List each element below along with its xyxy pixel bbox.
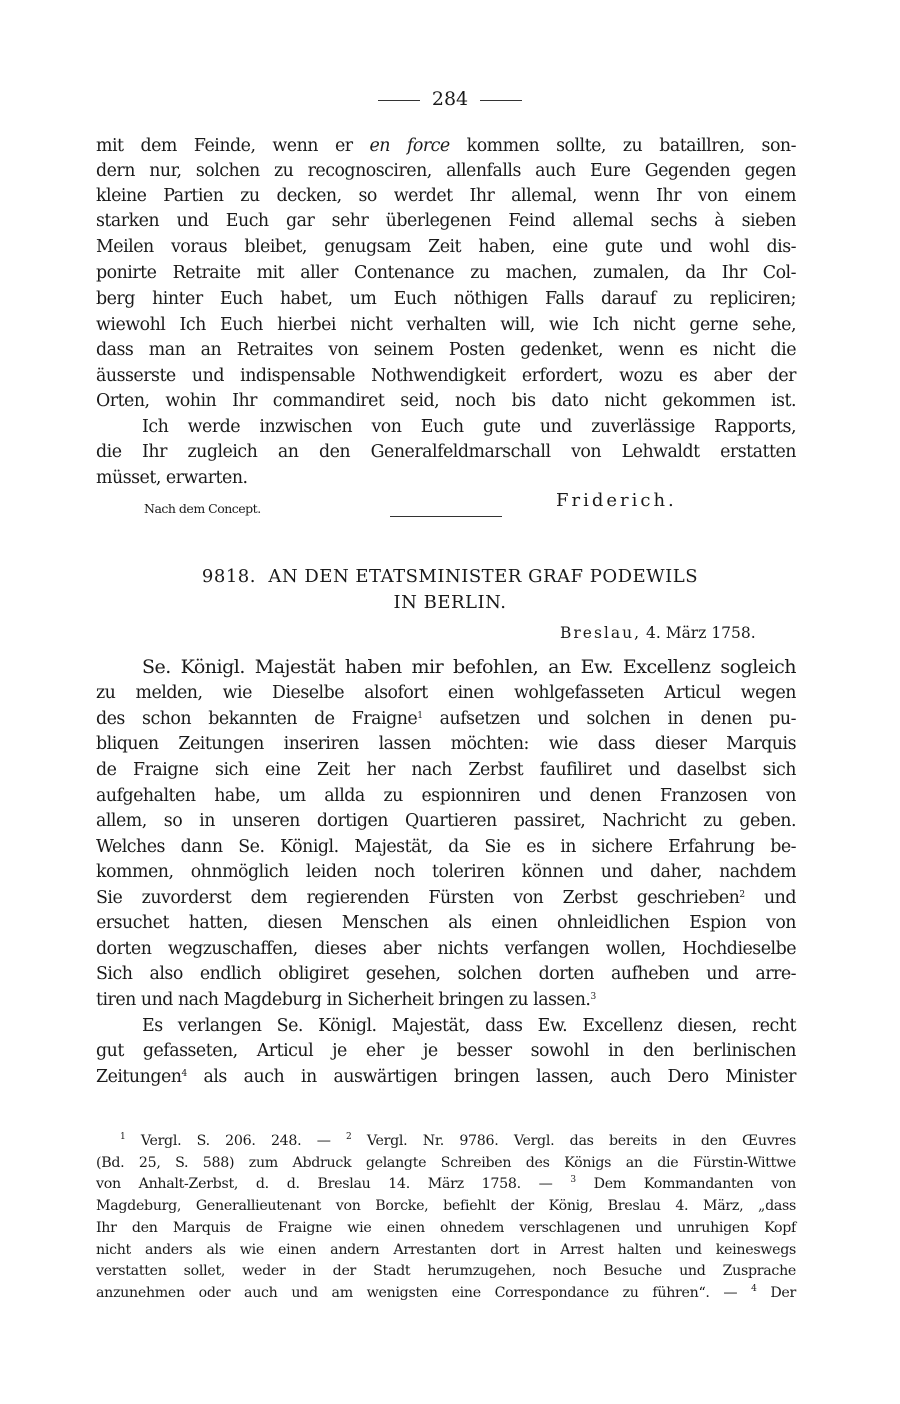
page-number-dash-left bbox=[378, 100, 420, 101]
text-line: wiewohl Ich Euch hierbei nicht verhalten will, wie Ich nicht gerne sehe, bbox=[96, 315, 796, 335]
footnote-line: Ihr den Marquis de Fraigne wie einen ohnedem verschlagenen und unruhigen Kopf bbox=[96, 1220, 796, 1236]
text-line: aufgehalten habe, um allda zu espionniren und denen Franzosen von bbox=[96, 786, 796, 806]
footnote-line: (Bd. 25, S. 588) zum Abdruck gelangte Schreiben des Königs an die Fürstin-Wittwe bbox=[96, 1155, 796, 1171]
letter-heading-line2: IN BERLIN. bbox=[393, 592, 507, 613]
text-line: dass man an Retraites von seinem Posten gedenket, wenn es nicht die bbox=[96, 340, 796, 360]
text-line: de Fraigne sich eine Zeit her nach Zerbst faufiliret und daselbst sich bbox=[96, 760, 796, 780]
text-line: Ich werde inzwischen von Euch gute und zuverlässige Rapports, bbox=[142, 417, 796, 437]
text-line: müsset, erwarten. bbox=[96, 468, 248, 488]
footnote-ref: 2 bbox=[739, 890, 745, 900]
text-line: Meilen voraus bleibet, genugsam Zeit haben, eine gute und wohl dis- bbox=[96, 237, 796, 257]
footnote-ref: 3 bbox=[590, 992, 596, 1002]
text-line: des schon bekannten de Fraigne$^1$ aufsetzen und solchen in denen pu- bbox=[96, 709, 796, 729]
letter-place: Breslau, bbox=[560, 624, 642, 642]
text-line: tiren und nach Magdeburg in Sicherheit bringen zu lassen.$^3$ bbox=[96, 990, 596, 1010]
footnote-ref: 1 bbox=[417, 711, 423, 721]
letter-place-date bbox=[560, 624, 756, 642]
letter-date: 4. März 1758. bbox=[645, 624, 756, 642]
page-number-text: 284 bbox=[431, 88, 469, 110]
page-number bbox=[0, 88, 900, 110]
text-line: Zeitungen$^4$ als auch in auswärtigen bringen lassen, auch Dero Minister bbox=[96, 1067, 796, 1087]
text-line: berg hinter Euch habet, um Euch nöthigen Falls darauf zu repliciren; bbox=[96, 289, 796, 309]
text-line: ponirte Retraite mit aller Contenance zu machen, zumalen, da Ihr Col- bbox=[96, 263, 796, 283]
footnote-line: von Anhalt-Zerbst, d. d. Breslau 14. März 1758. — $^3$ Dem Kommandanten von bbox=[96, 1175, 796, 1192]
text-line: Sie zuvorderst dem regierenden Fürsten von Zerbst geschrieben$^2$ und bbox=[96, 888, 796, 908]
text-line: Welches dann Se. Königl. Majestät, da Sie es in sichere Erfahrung be- bbox=[96, 837, 796, 857]
text-line: kleine Partien zu decken, so werdet Ihr allemal, wenn Ihr von einem bbox=[96, 186, 796, 206]
source-note: Nach dem Concept. bbox=[144, 501, 261, 516]
text-line: Es verlangen Se. Königl. Majestät, dass Ew. Excellenz diesen, recht bbox=[142, 1016, 796, 1036]
footnote-line: anzunehmen oder auch und am wenigsten eine Correspondance zu führen“. — $^4$ Der bbox=[96, 1284, 796, 1301]
footnote-line: $^1$ Vergl. S. 206. 248. — $^2$ Vergl. Nr. 9786. Vergl. das bereits in den Œuvres bbox=[120, 1132, 796, 1149]
page-number-dash-right bbox=[480, 100, 522, 101]
letter-heading-line1 bbox=[0, 566, 900, 587]
text-line: Se. Königl. Majestät haben mir befohlen, an Ew. Excellenz sogleich bbox=[142, 656, 796, 678]
footnote-line: nicht anders als wie einen andern Arrestanten dort in Arrest halten und keineswegs bbox=[96, 1242, 796, 1258]
text-line: Orten, wohin Ihr commandiret seid, noch bis dato nicht gekommen ist. bbox=[96, 391, 796, 411]
footnote-ref: 4 bbox=[181, 1069, 187, 1079]
text-line: starken und Euch gar sehr überlegenen Feind allemal sechs à sieben bbox=[96, 211, 796, 231]
signature: Friderich. bbox=[556, 490, 677, 511]
text-line: allem, so in unseren dortigen Quartieren passiret, Nachricht zu geben. bbox=[96, 811, 796, 831]
footnote-line: Magdeburg, Generallieutenant von Borcke, befiehlt der König, Breslau 4. März, „dass bbox=[96, 1198, 796, 1214]
text-line: die Ihr zugleich an den Generalfeldmarschall von Lehwaldt erstatten bbox=[96, 442, 796, 462]
text-line: kommen, ohnmöglich leiden noch toleriren können und daher, nachdem bbox=[96, 862, 796, 882]
text-line: bliquen Zeitungen inseriren lassen möchten: wie dass dieser Marquis bbox=[96, 734, 796, 754]
text-line: äusserste und indispensable Nothwendigkeit erfordert, wozu es aber der bbox=[96, 366, 796, 386]
letter-heading-text: AN DEN ETATSMINISTER GRAF PODEWILS bbox=[268, 566, 699, 587]
text-line: zu melden, wie Dieselbe alsofort einen wohlgefasseten Articul wegen bbox=[96, 683, 796, 703]
separator-rule bbox=[390, 516, 502, 517]
text-line: dorten wegzuschaffen, dieses aber nichts verfangen wollen, Hochdieselbe bbox=[96, 939, 796, 959]
letter-number: 9818. bbox=[201, 566, 256, 587]
text-line: dern nur, solchen zu recognosciren, allenfalls auch Eure Gegenden gegen bbox=[96, 161, 796, 181]
text-line: mit dem Feinde, wenn er en force kommen sollte, zu bataillren, son- bbox=[96, 136, 796, 156]
footnote-line: verstatten sollet, weder in der Stadt herumzugehen, noch Besuche und Zusprache bbox=[96, 1263, 796, 1279]
text-line: ersuchet hatten, diesen Menschen als einen ohnleidlichen Espion von bbox=[96, 913, 796, 933]
text-line: gut gefasseten, Articul je eher je besser sowohl in den berlinischen bbox=[96, 1041, 796, 1061]
text-line: Sich also endlich obligiret gesehen, solchen dorten aufheben und arre- bbox=[96, 964, 796, 984]
